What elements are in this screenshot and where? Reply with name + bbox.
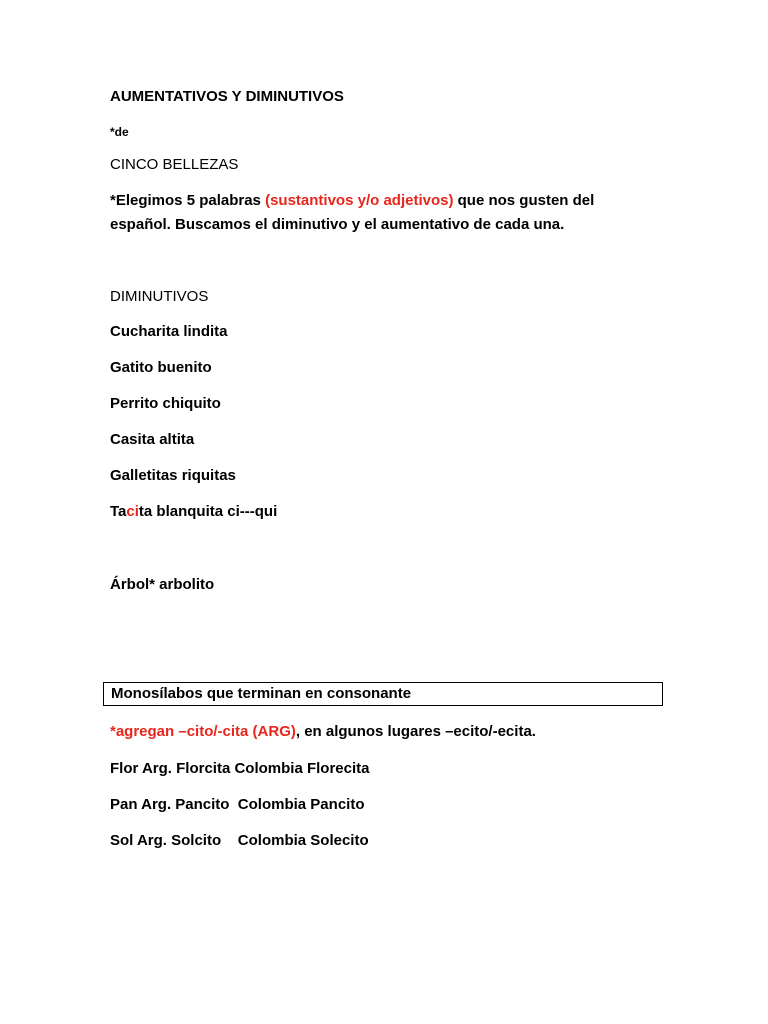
example-line: Sol Arg. Solcito Colombia Solecito bbox=[110, 832, 369, 849]
arbol-line: Árbol* arbolito bbox=[110, 576, 215, 593]
subtitle: CINCO BELLEZAS bbox=[110, 156, 239, 173]
tacita-pre: Ta bbox=[110, 503, 127, 520]
diminutivo-item: Galletitas riquitas bbox=[110, 467, 236, 484]
document-title: AUMENTATIVOS Y DIMINUTIVOS bbox=[110, 88, 344, 105]
diminutivo-item: Casita altita bbox=[110, 431, 195, 448]
diminutivo-item: Cucharita lindita bbox=[110, 323, 228, 340]
rule-line bbox=[110, 722, 536, 742]
example-line: Pan Arg. Pancito Colombia Pancito bbox=[110, 796, 365, 813]
tacita-post: ta blanquita ci---qui bbox=[138, 503, 278, 520]
instruction-highlight: (sustantivos y/o adjetivos) bbox=[265, 192, 454, 209]
instruction-part1: *Elegimos 5 palabras bbox=[110, 192, 266, 209]
diminutivo-item: Perrito chiquito bbox=[110, 395, 221, 412]
rule-highlight: *agregan –cito/-cita (ARG) bbox=[110, 723, 296, 740]
diminutivos-heading: DIMINUTIVOS bbox=[110, 288, 209, 305]
monosilabos-box bbox=[103, 682, 663, 706]
example-line: Flor Arg. Florcita Colombia Florecita bbox=[110, 760, 370, 777]
note-de: *de bbox=[110, 125, 129, 139]
rule-rest: , en algunos lugares –ecito/-ecita. bbox=[295, 723, 536, 740]
instruction-part2: que nos gusten del bbox=[453, 192, 595, 209]
tacita-highlight: ci bbox=[126, 503, 139, 520]
tacita-line bbox=[110, 502, 277, 522]
instruction-line-2: español. Buscamos el diminutivo y el aumentativo de cada una. bbox=[110, 216, 565, 233]
instruction-line-1 bbox=[110, 191, 594, 211]
monosilabos-label: Monosílabos que terminan en consonante bbox=[111, 685, 412, 702]
diminutivo-item: Gatito buenito bbox=[110, 359, 212, 376]
